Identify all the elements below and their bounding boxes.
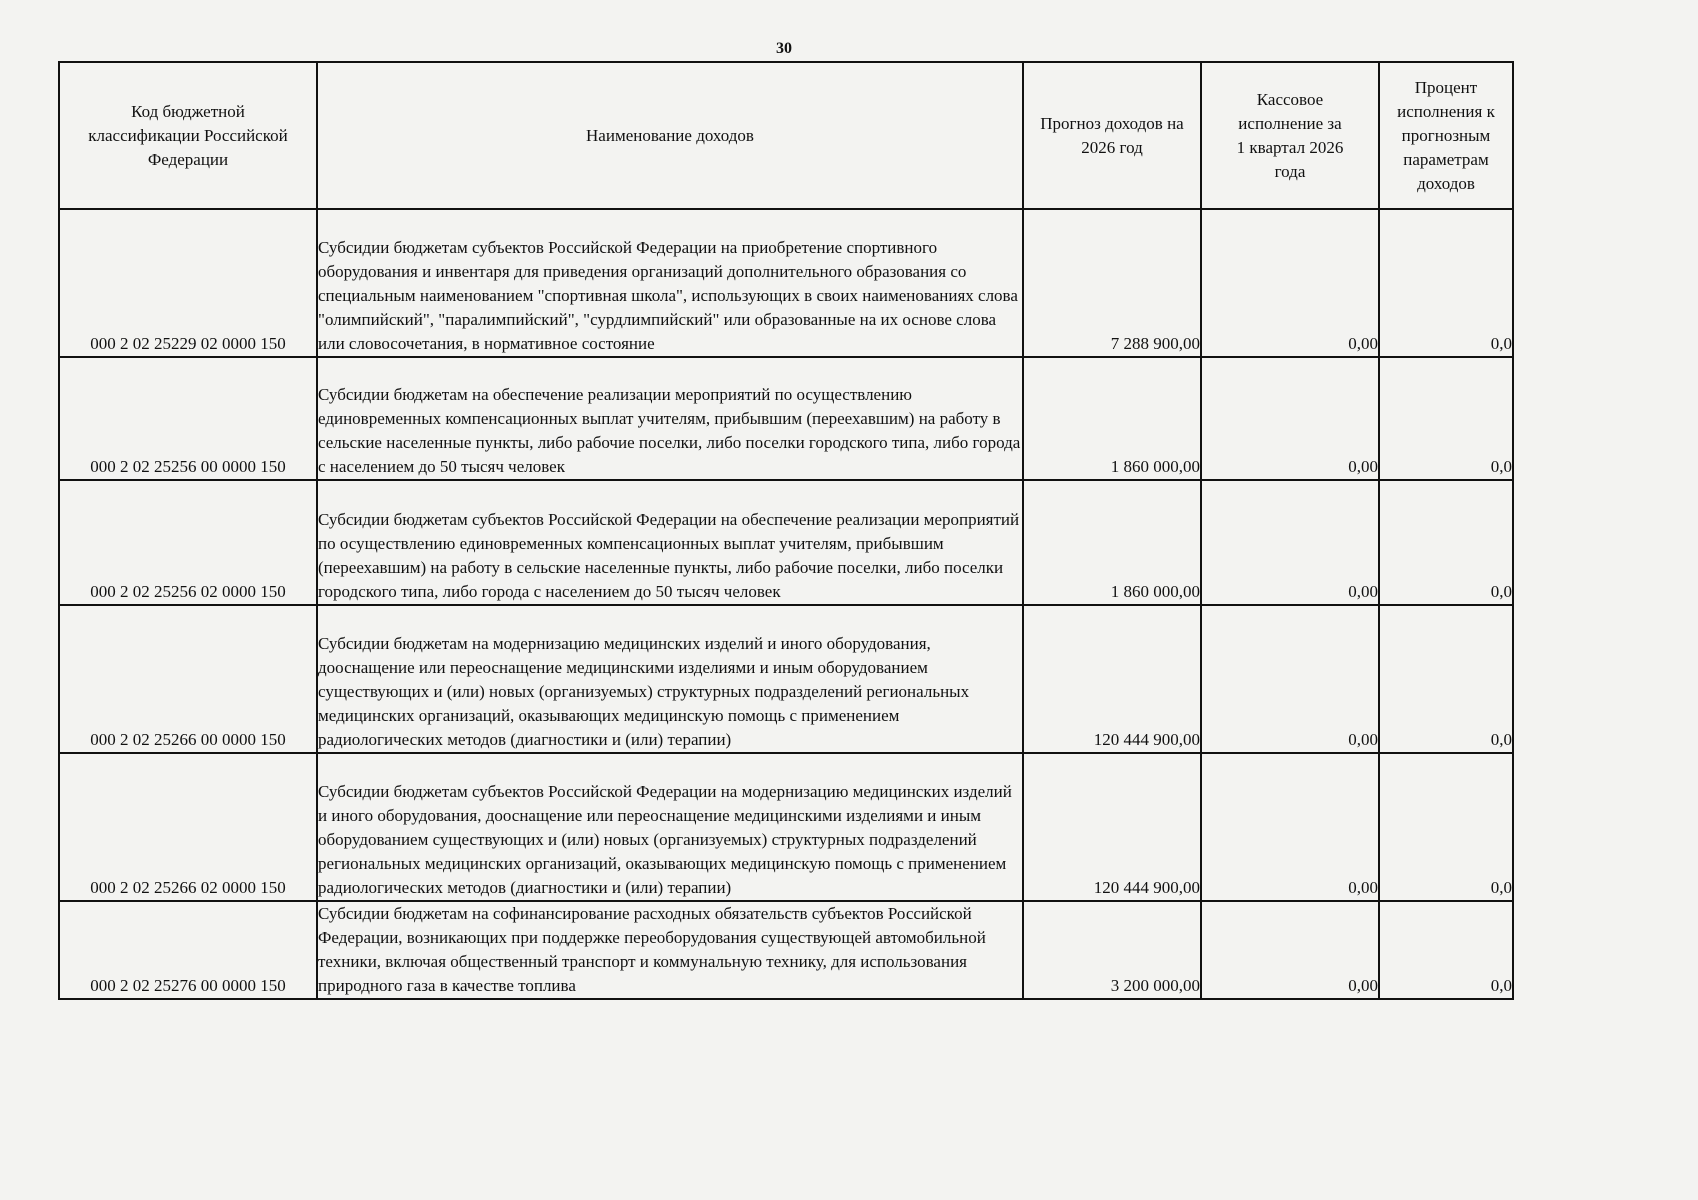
- row-code: 000 2 02 25266 00 0000 150: [59, 605, 317, 753]
- row-name: Субсидии бюджетам на модернизацию медицинских изделий и иного оборудования, дооснащение или переоснащение медицинскими изделиями и иным оборудованием существующих и (или) новых (организуемых) структурных подразделений региональных медицинских организаций, оказывающих медицинскую помощь с применением радиологических методов (диагностики и (или) терапии): [317, 605, 1023, 753]
- row-name: Субсидии бюджетам субъектов Российской Федерации на обеспечение реализации мероприятий по осуществлению единовременных компенсационных выплат учителям, прибывшим (переехавшим) на работу в сельские населенные пункты, либо рабочие поселки, либо поселки городского типа, либо города с населением до 50 тысяч человек: [317, 480, 1023, 605]
- row-forecast: 1 860 000,00: [1023, 480, 1201, 605]
- revenue-table: [58, 61, 1514, 1000]
- row-code: 000 2 02 25276 00 0000 150: [59, 901, 317, 999]
- row-cash: 0,00: [1201, 357, 1379, 480]
- table-row: [59, 605, 1513, 753]
- row-percent: 0,0: [1379, 209, 1513, 357]
- header-cash: Кассовое исполнение за 1 квартал 2026 года: [1201, 62, 1379, 209]
- row-cash: 0,00: [1201, 605, 1379, 753]
- row-percent: 0,0: [1379, 357, 1513, 480]
- row-percent: 0,0: [1379, 901, 1513, 999]
- row-code: 000 2 02 25256 02 0000 150: [59, 480, 317, 605]
- row-forecast: 1 860 000,00: [1023, 357, 1201, 480]
- row-forecast: 3 200 000,00: [1023, 901, 1201, 999]
- row-name: Субсидии бюджетам на софинансирование расходных обязательств субъектов Российской Федерации, возникающих при поддержке переоборудования существующей автомобильной техники, включая общественный транспорт и коммунальную технику, для использования природного газа в качестве топлива: [317, 901, 1023, 999]
- row-cash: 0,00: [1201, 753, 1379, 901]
- table-row: [59, 753, 1513, 901]
- header-percent: Процент исполнения к прогнозным параметрам доходов: [1379, 62, 1513, 209]
- row-forecast: 120 444 900,00: [1023, 753, 1201, 901]
- row-code: 000 2 02 25256 00 0000 150: [59, 357, 317, 480]
- row-name: Субсидии бюджетам субъектов Российской Федерации на приобретение спортивного оборудования и инвентаря для приведения организаций дополнительного образования со специальным наименованием "спортивная школа", использующих в своих наименованиях слова "олимпийский", "паралимпийский", "сурдлимпийский" или образованные на их основе слова или словосочетания, в нормативное состояние: [317, 209, 1023, 357]
- row-name: Субсидии бюджетам на обеспечение реализации мероприятий по осуществлению единовременных компенсационных выплат учителям, прибывшим (переехавшим) на работу в сельские населенные пункты, либо рабочие поселки, либо поселки городского типа, либо города с населением до 50 тысяч человек: [317, 357, 1023, 480]
- row-code: 000 2 02 25229 02 0000 150: [59, 209, 317, 357]
- table-row: [59, 480, 1513, 605]
- header-name: Наименование доходов: [317, 62, 1023, 209]
- row-name: Субсидии бюджетам субъектов Российской Федерации на модернизацию медицинских изделий и иного оборудования, дооснащение или переоснащение медицинскими изделиями и иным оборудованием существующих и (или) новых (организуемых) структурных подразделений региональных медицинских организаций, оказывающих медицинскую помощь с применением радиологических методов (диагностики и (или) терапии): [317, 753, 1023, 901]
- table-row: [59, 357, 1513, 480]
- row-percent: 0,0: [1379, 753, 1513, 901]
- page-number: 30: [776, 40, 792, 57]
- row-code: 000 2 02 25266 02 0000 150: [59, 753, 317, 901]
- row-forecast: 120 444 900,00: [1023, 605, 1201, 753]
- row-cash: 0,00: [1201, 209, 1379, 357]
- row-cash: 0,00: [1201, 901, 1379, 999]
- row-cash: 0,00: [1201, 480, 1379, 605]
- row-percent: 0,0: [1379, 480, 1513, 605]
- table-row: [59, 209, 1513, 357]
- table-header-row: [59, 62, 1513, 209]
- table-row: [59, 901, 1513, 999]
- row-percent: 0,0: [1379, 605, 1513, 753]
- header-forecast: Прогноз доходов на 2026 год: [1023, 62, 1201, 209]
- row-forecast: 7 288 900,00: [1023, 209, 1201, 357]
- header-code: Код бюджетной классификации Российской Федерации: [59, 62, 317, 209]
